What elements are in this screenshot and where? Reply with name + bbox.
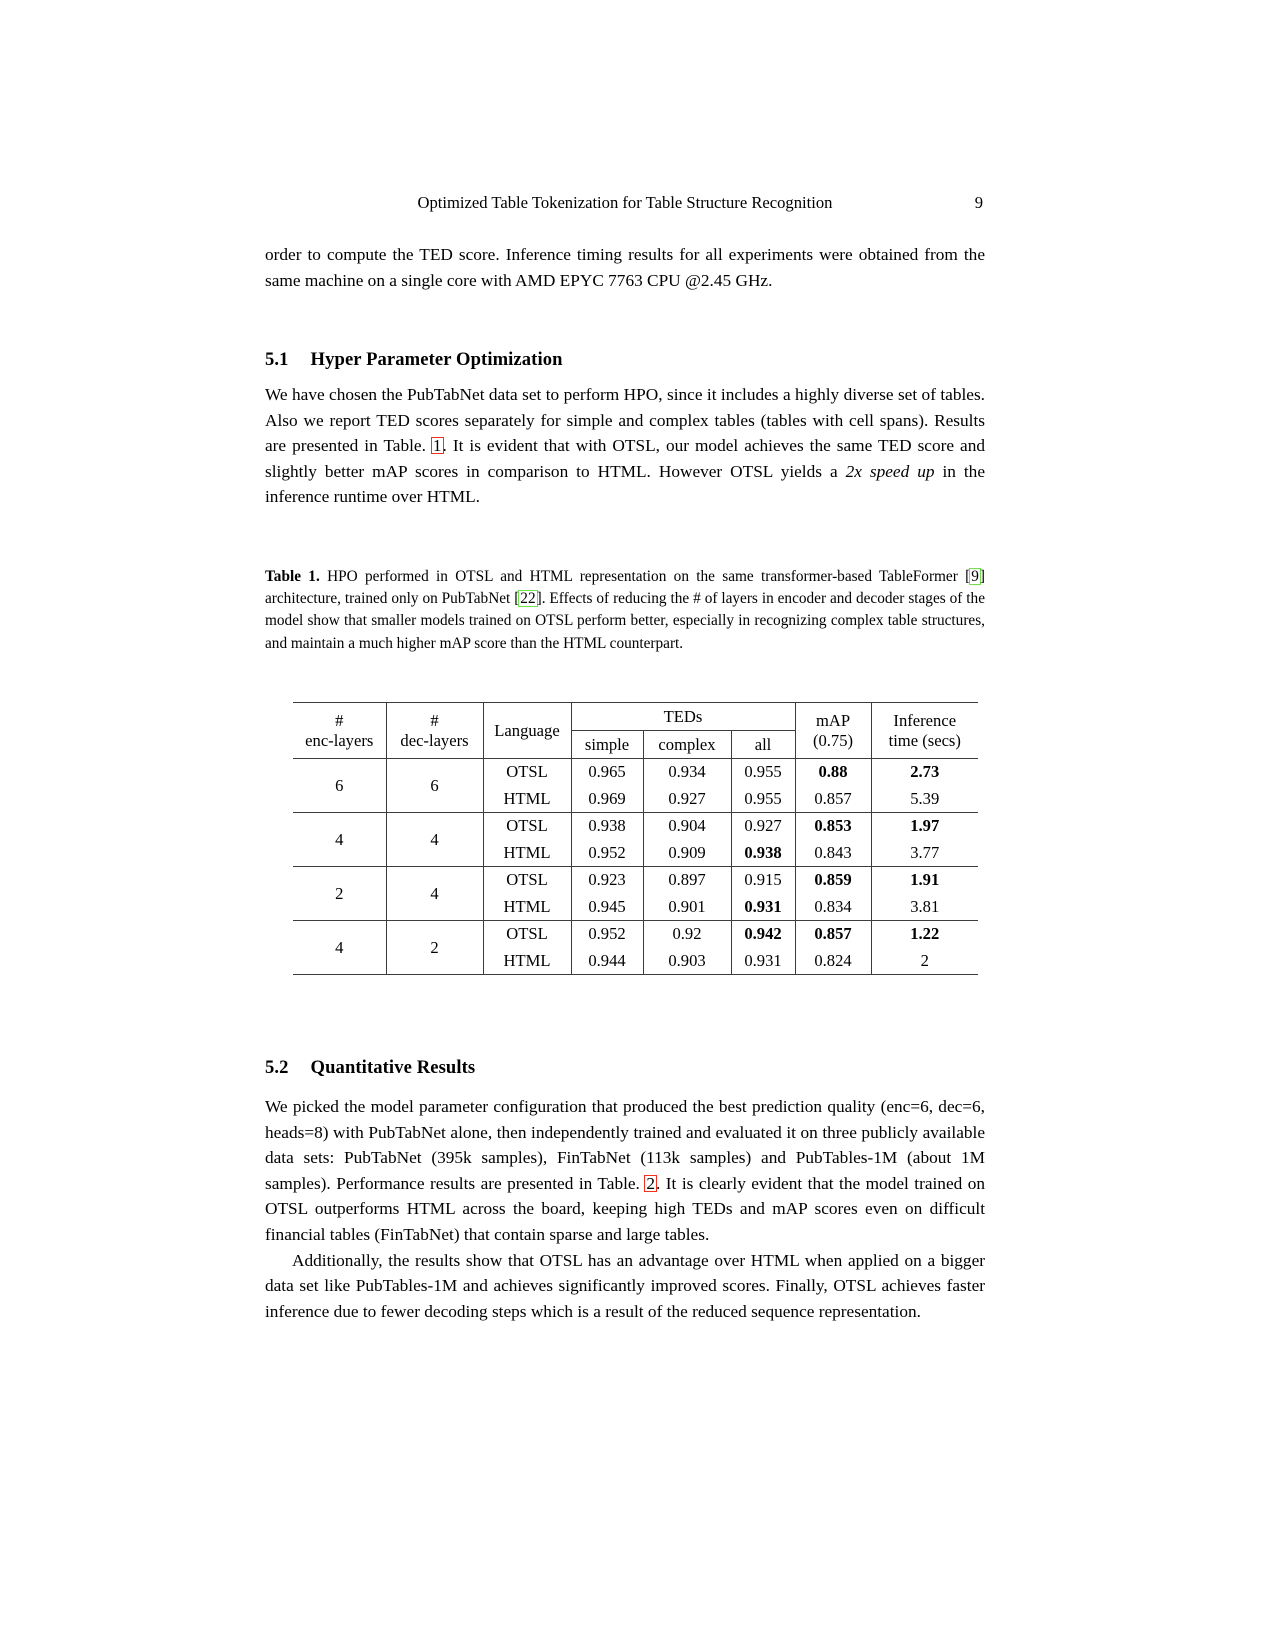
cell-time: 1.97 bbox=[871, 813, 978, 840]
header-dec-layers: # dec-layers bbox=[386, 703, 483, 759]
cell-language: HTML bbox=[483, 840, 571, 867]
cell-map: 0.824 bbox=[795, 948, 871, 975]
cell-simple: 0.952 bbox=[571, 921, 643, 948]
cell-enc-layers: 4 bbox=[293, 921, 386, 975]
cell-all: 0.938 bbox=[731, 840, 795, 867]
cell-all: 0.955 bbox=[731, 786, 795, 813]
cell-dec-layers: 4 bbox=[386, 867, 483, 921]
table-ref-link[interactable]: 2 bbox=[646, 1173, 655, 1193]
section-title: Quantitative Results bbox=[310, 1057, 476, 1078]
header-enc-layers: # enc-layers bbox=[305, 710, 374, 750]
paragraph-additional bbox=[265, 1248, 985, 1325]
cell-map: 0.834 bbox=[795, 894, 871, 921]
text-run: ]. Effects of reducing the # of layers in encoder and decoder stages of the model show that smaller models trained on OTSL perform better, especially in recognizing complex table structures, and maintain a much higher mAP score than the HTML counterpart. bbox=[265, 590, 985, 652]
cell-simple: 0.923 bbox=[571, 867, 643, 894]
citation-link[interactable]: 22 bbox=[520, 590, 536, 608]
header-map: mAP (0.75) bbox=[795, 703, 871, 759]
cell-complex: 0.901 bbox=[643, 894, 731, 921]
cell-dec-layers: 4 bbox=[386, 813, 483, 867]
quantitative-results-text bbox=[265, 1094, 985, 1324]
cell-map: 0.853 bbox=[795, 813, 871, 840]
cell-complex: 0.903 bbox=[643, 948, 731, 975]
text-run: HPO performed in OTSL and HTML representation on the same transformer-based TableFormer [ bbox=[319, 568, 971, 585]
section-heading-5-1 bbox=[265, 349, 985, 371]
cell-time: 2 bbox=[871, 948, 978, 975]
cell-language: OTSL bbox=[483, 759, 571, 786]
cell-time: 3.77 bbox=[871, 840, 978, 867]
header-inference: Inference time (secs) bbox=[871, 703, 978, 759]
cell-simple: 0.965 bbox=[571, 759, 643, 786]
cell-dec-layers: 6 bbox=[386, 759, 483, 813]
cell-complex: 0.897 bbox=[643, 867, 731, 894]
text-run: ] architecture, trained only on PubTabNet [ bbox=[265, 568, 985, 608]
cell-language: HTML bbox=[483, 948, 571, 975]
bold-text: Table 1. bbox=[265, 568, 320, 585]
cell-all: 0.942 bbox=[731, 921, 795, 948]
cell-enc-layers: 6 bbox=[293, 759, 386, 813]
text-run: . It is evident that with OTSL, our model achieves the same TED score and slightly better mAP scores in comparison to HTML. However OTSL yields a bbox=[265, 436, 985, 481]
cell-time: 2.73 bbox=[871, 759, 978, 786]
header-simple: simple bbox=[571, 731, 643, 759]
cell-time: 1.22 bbox=[871, 921, 978, 948]
section-title: Hyper Parameter Optimization bbox=[310, 349, 563, 370]
cell-map: 0.843 bbox=[795, 840, 871, 867]
cell-language: OTSL bbox=[483, 867, 571, 894]
text-run: in the inference runtime over HTML. bbox=[265, 461, 985, 507]
cell-dec-layers: 2 bbox=[386, 921, 483, 975]
cell-map: 0.857 bbox=[795, 921, 871, 948]
section-number: 5.2 bbox=[265, 1057, 289, 1078]
cell-map: 0.859 bbox=[795, 867, 871, 894]
cell-language: HTML bbox=[483, 894, 571, 921]
header-language: Language bbox=[483, 703, 571, 759]
cell-language: HTML bbox=[483, 786, 571, 813]
cell-language: OTSL bbox=[483, 813, 571, 840]
header-complex: complex bbox=[643, 731, 731, 759]
cell-all: 0.915 bbox=[731, 867, 795, 894]
italic-text: 2x speed up bbox=[845, 461, 935, 481]
table-ref-link[interactable]: 1 bbox=[432, 436, 442, 456]
cell-complex: 0.904 bbox=[643, 813, 731, 840]
table-caption bbox=[265, 566, 985, 655]
header-all: all bbox=[731, 731, 795, 759]
cell-simple: 0.944 bbox=[571, 948, 643, 975]
text-run: We have chosen the PubTabNet data set to perform HPO, since it includes a highly diverse set of tables. Also we report TED scores separately for simple and complex tables (tables with cell spans). Results are presented in Table. bbox=[265, 385, 985, 456]
header-teds: TEDs bbox=[571, 703, 795, 731]
cell-time: 3.81 bbox=[871, 894, 978, 921]
cell-complex: 0.927 bbox=[643, 786, 731, 813]
cell-simple: 0.952 bbox=[571, 840, 643, 867]
citation-link[interactable]: 9 bbox=[971, 568, 979, 585]
cell-map: 0.88 bbox=[795, 759, 871, 786]
text-run: . It is clearly evident that the model trained on OTSL outperforms HTML across the board, keeping high TEDs and mAP scores even on difficult financial tables (FinTabNet) that contain sparse and large tables. bbox=[265, 1173, 986, 1244]
paragraph-quantitative bbox=[265, 1094, 985, 1248]
running-header bbox=[265, 193, 985, 213]
cell-simple: 0.945 bbox=[571, 894, 643, 921]
cell-map: 0.857 bbox=[795, 786, 871, 813]
cell-enc-layers: 4 bbox=[293, 813, 386, 867]
cell-language: OTSL bbox=[483, 921, 571, 948]
text-run: order to compute the TED score. Inference timing results for all experiments were obtained from the same machine on a single core with AMD EPYC 7763 CPU @2.45 GHz. bbox=[265, 245, 985, 290]
cell-enc-layers: 2 bbox=[293, 867, 386, 921]
section-number: 5.1 bbox=[265, 349, 289, 370]
cell-complex: 0.909 bbox=[643, 840, 731, 867]
paragraph-hpo bbox=[265, 382, 985, 510]
text-run: Additionally, the results show that OTSL has an advantage over HTML when applied on a bigger data set like PubTables-1M and achieves significantly improved scores. Finally, OTSL achieves faster inference due to fewer decoding steps which is a result of the reduced sequence representation. bbox=[265, 1250, 985, 1321]
running-title: Optimized Table Tokenization for Table Structure Recognition bbox=[417, 193, 833, 212]
cell-complex: 0.934 bbox=[643, 759, 731, 786]
cell-all: 0.931 bbox=[731, 894, 795, 921]
paragraph-intro bbox=[265, 242, 985, 293]
cell-complex: 0.92 bbox=[643, 921, 731, 948]
page-number: 9 bbox=[974, 193, 983, 212]
results-table bbox=[293, 702, 978, 975]
cell-simple: 0.938 bbox=[571, 813, 643, 840]
cell-simple: 0.969 bbox=[571, 786, 643, 813]
cell-all: 0.927 bbox=[731, 813, 795, 840]
cell-all: 0.931 bbox=[731, 948, 795, 975]
cell-time: 1.91 bbox=[871, 867, 978, 894]
section-heading-5-2 bbox=[265, 1057, 985, 1079]
cell-time: 5.39 bbox=[871, 786, 978, 813]
text-run: We picked the model parameter configuration that produced the best prediction quality (enc=6, dec=6, heads=8) with PubTabNet alone, then independently trained and evaluated it on three publicly available data sets: PubTabNet (395k samples), FinTabNet (113k samples) and PubTables-1M (about 1M samples). Performance results are presented in Table. bbox=[265, 1097, 985, 1193]
cell-all: 0.955 bbox=[731, 759, 795, 786]
